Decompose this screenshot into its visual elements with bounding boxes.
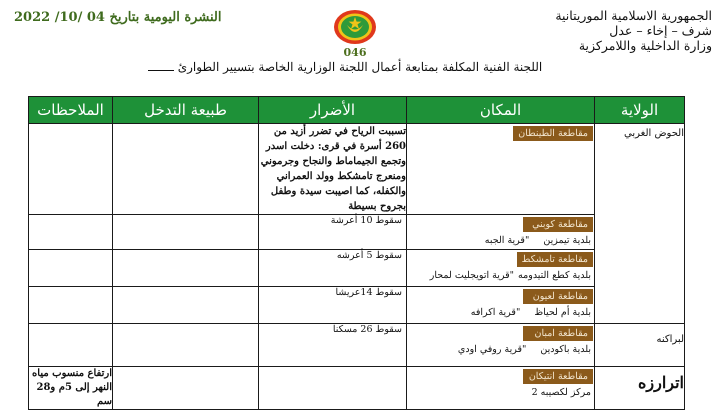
place-cell bbox=[407, 215, 595, 250]
intervention-cell bbox=[113, 250, 259, 287]
village-name: "قرية الجبه bbox=[484, 235, 530, 246]
moughataa-label: مقاطعة امبان bbox=[523, 326, 593, 341]
moughataa-label: مقاطعة الطينطان bbox=[513, 126, 593, 141]
intervention-cell bbox=[113, 287, 259, 324]
table-row bbox=[29, 124, 685, 215]
column-header-damage: الأضرار bbox=[259, 97, 407, 124]
table-row bbox=[29, 367, 685, 410]
column-header-place: المكان bbox=[407, 97, 595, 124]
notes-cell bbox=[29, 215, 113, 250]
damage-cell bbox=[259, 324, 407, 367]
intervention-cell bbox=[113, 324, 259, 367]
moughataa-label: مقاطعة تامشكط bbox=[517, 252, 593, 267]
commune-line bbox=[407, 384, 594, 398]
damage-text: سقوط 10 أعرشة bbox=[330, 215, 402, 226]
table-row bbox=[29, 215, 685, 250]
damage-text bbox=[259, 367, 406, 370]
damage-cell bbox=[259, 215, 407, 250]
damage-text: سقوط 5 أعرشه bbox=[336, 250, 402, 261]
commune-name: بلدية باكودين bbox=[540, 344, 591, 355]
damage-cell: تسببت الرياح في تضرر أزيد من 260 أسرة في قرى: دخلت اسدر وتجمع الجيماماط والنجاح وجرموني ومنعرج تامشكط وولد العمراني والكفله، كما اصيبت سيدة وطفل بجروح بسيطة bbox=[259, 124, 407, 215]
emergency-report-table bbox=[28, 96, 685, 410]
government-header bbox=[537, 8, 712, 53]
national-motto: شرف – إخاء – عدل bbox=[609, 23, 712, 38]
notes-cell bbox=[29, 287, 113, 324]
commune-name: بلدية كطع التيدومه bbox=[518, 270, 591, 281]
village-name: "قرية اكرافه bbox=[470, 307, 521, 318]
notes-cell: ارتفاع منسوب مياه النهر إلى 5م و28 سم bbox=[29, 367, 113, 410]
table-row bbox=[29, 324, 685, 367]
document-number: 046 bbox=[343, 46, 367, 59]
committee-title: اللجنة الفنية المكلفة بمتابعة أعمال اللجنة الوزارية الخاصة بتسيير الطوارئ bbox=[150, 60, 570, 74]
damage-text: سقوط 26 مسكنا bbox=[332, 324, 402, 335]
intervention-cell bbox=[113, 367, 259, 410]
village-name: "قرية روفي اودي bbox=[457, 344, 527, 355]
notes-cell bbox=[29, 124, 113, 215]
table-row bbox=[29, 287, 685, 324]
wilaya-cell: الحوض الغربي bbox=[595, 124, 685, 324]
bulletin-date: النشرة اليومية بتاريخ 04 /10/ 2022 bbox=[14, 10, 222, 25]
commune-village-line bbox=[407, 232, 594, 246]
damage-cell bbox=[259, 250, 407, 287]
commune-name: مركز لكصيبه 2 bbox=[531, 387, 591, 398]
intervention-cell bbox=[113, 124, 259, 215]
moughataa-label: مقاطعة انتيكان bbox=[523, 369, 593, 384]
column-header-wilaya: الولاية bbox=[595, 97, 685, 124]
ministry-name: وزارة الداخلية واللامركزية bbox=[578, 38, 712, 53]
damage-cell bbox=[259, 367, 407, 410]
column-header-notes: الملاحظات bbox=[29, 97, 113, 124]
moughataa-label: مقاطعة كوبني bbox=[523, 217, 593, 232]
damage-text: سقوط 14عريشا bbox=[335, 287, 402, 298]
village-name: "قرية اتويجليت لمحار bbox=[429, 270, 515, 281]
commune-village-line bbox=[407, 267, 594, 281]
notes-cell bbox=[29, 250, 113, 287]
column-header-intervention: طبيعة التدخل bbox=[113, 97, 259, 124]
moughataa-label: مقاطعة لعيون bbox=[523, 289, 593, 304]
commune-name: بلدية أم لحياظ bbox=[534, 307, 591, 318]
place-cell bbox=[407, 124, 595, 215]
place-cell bbox=[407, 324, 595, 367]
commune-name: بلدية تيمزين bbox=[543, 235, 591, 246]
place-cell bbox=[407, 287, 595, 324]
place-cell bbox=[407, 367, 595, 410]
country-name: الجمهورية الاسلامية الموريتانية bbox=[555, 8, 712, 23]
wilaya-cell: لبراكنه bbox=[595, 324, 685, 367]
wilaya-cell: اترارزه bbox=[595, 367, 685, 410]
table-row bbox=[29, 250, 685, 287]
table-header-row bbox=[29, 97, 685, 124]
mauritania-emblem-icon bbox=[332, 8, 378, 46]
damage-cell bbox=[259, 287, 407, 324]
place-cell bbox=[407, 250, 595, 287]
intervention-cell bbox=[113, 215, 259, 250]
commune-village-line bbox=[407, 341, 594, 355]
notes-cell bbox=[29, 324, 113, 367]
commune-village-line bbox=[407, 304, 594, 318]
